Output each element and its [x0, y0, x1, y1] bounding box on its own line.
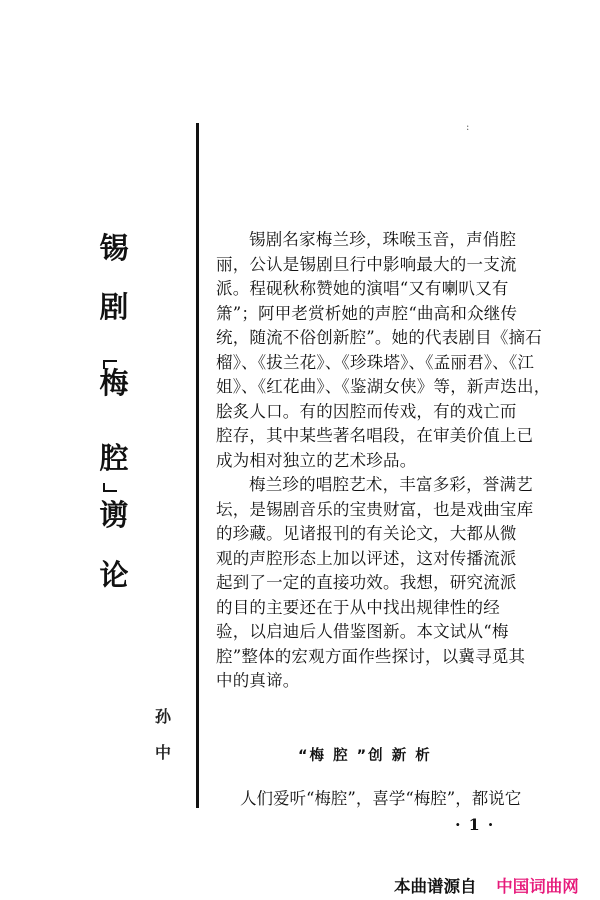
body-line: 成为相对独立的艺术珍品。: [216, 450, 417, 470]
corner-mark: :: [466, 122, 470, 133]
body-line: 起到了一定的直接功效。我想，研究流派: [216, 573, 517, 592]
body-line: 箫”；阿甲老赏析她的声腔“曲高和众继传: [216, 303, 518, 323]
body-line: 腔”整体的宏观方面作些探讨，以冀寻觅其: [216, 646, 526, 666]
title-char: 腔: [99, 441, 129, 475]
body-line: 脍炙人口。有的因腔而传戏，有的戏亡而: [216, 401, 517, 421]
body-line: 的目的主要还在于从中找出规律性的经: [216, 597, 500, 617]
article-body: [216, 228, 551, 694]
author-char: 中: [154, 743, 171, 762]
title-char: 谫: [99, 498, 129, 532]
body-line: 姐》、《红花曲》、《鉴湖女侠》等，新声迭出，: [216, 377, 551, 396]
body-line: 中的真谛。: [216, 671, 300, 690]
title-char: 梅: [99, 366, 129, 400]
title-char: 锡: [99, 231, 129, 265]
body-line: 坛，是锡剧音乐的宝贵财富，也是戏曲宝库: [216, 499, 534, 519]
title-char: 剧: [99, 290, 129, 324]
corner-bracket-close: [103, 483, 117, 492]
body-line: 观的声腔形态上加以评述，这对传播流派: [216, 548, 517, 568]
body-line: 梅兰珍的唱腔艺术，丰富多彩，誉满艺: [249, 475, 533, 494]
page-number: ·1·: [455, 815, 502, 834]
section-first-line: 人们爱听“梅腔”，喜学“梅腔”，都说它: [240, 789, 522, 808]
title-char: 论: [99, 558, 129, 592]
body-line: 的珍藏。见诸报刊的有关论文，大都从微: [216, 524, 517, 543]
author-char: 孙: [154, 707, 171, 726]
source-label: 本曲谱源自: [394, 877, 477, 896]
section-heading: “梅 腔 ”创 新 析: [298, 748, 432, 764]
brand-link[interactable]: 中国词曲网: [496, 877, 579, 896]
body-line: 统，随流不俗创新腔”。她的代表剧目《摘石: [216, 328, 542, 347]
body-line: 腔存，其中某些著名唱段，在审美价值上已: [216, 426, 534, 445]
body-line: 榴》、《拔兰花》、《珍珠塔》、《孟丽君》、《江: [216, 352, 535, 372]
vertical-rule: [196, 123, 199, 808]
source-footer: [394, 873, 579, 897]
body-line: 验，以启迪后人借鉴图新。本文试从“梅: [216, 622, 509, 641]
body-line: 派。程砚秋称赞她的演唱“又有喇叭又有: [216, 279, 509, 298]
body-line: 锡剧名家梅兰珍，珠喉玉音，声俏腔: [249, 230, 517, 249]
body-line: 丽，公认是锡剧旦行中影响最大的一支流: [216, 254, 517, 274]
